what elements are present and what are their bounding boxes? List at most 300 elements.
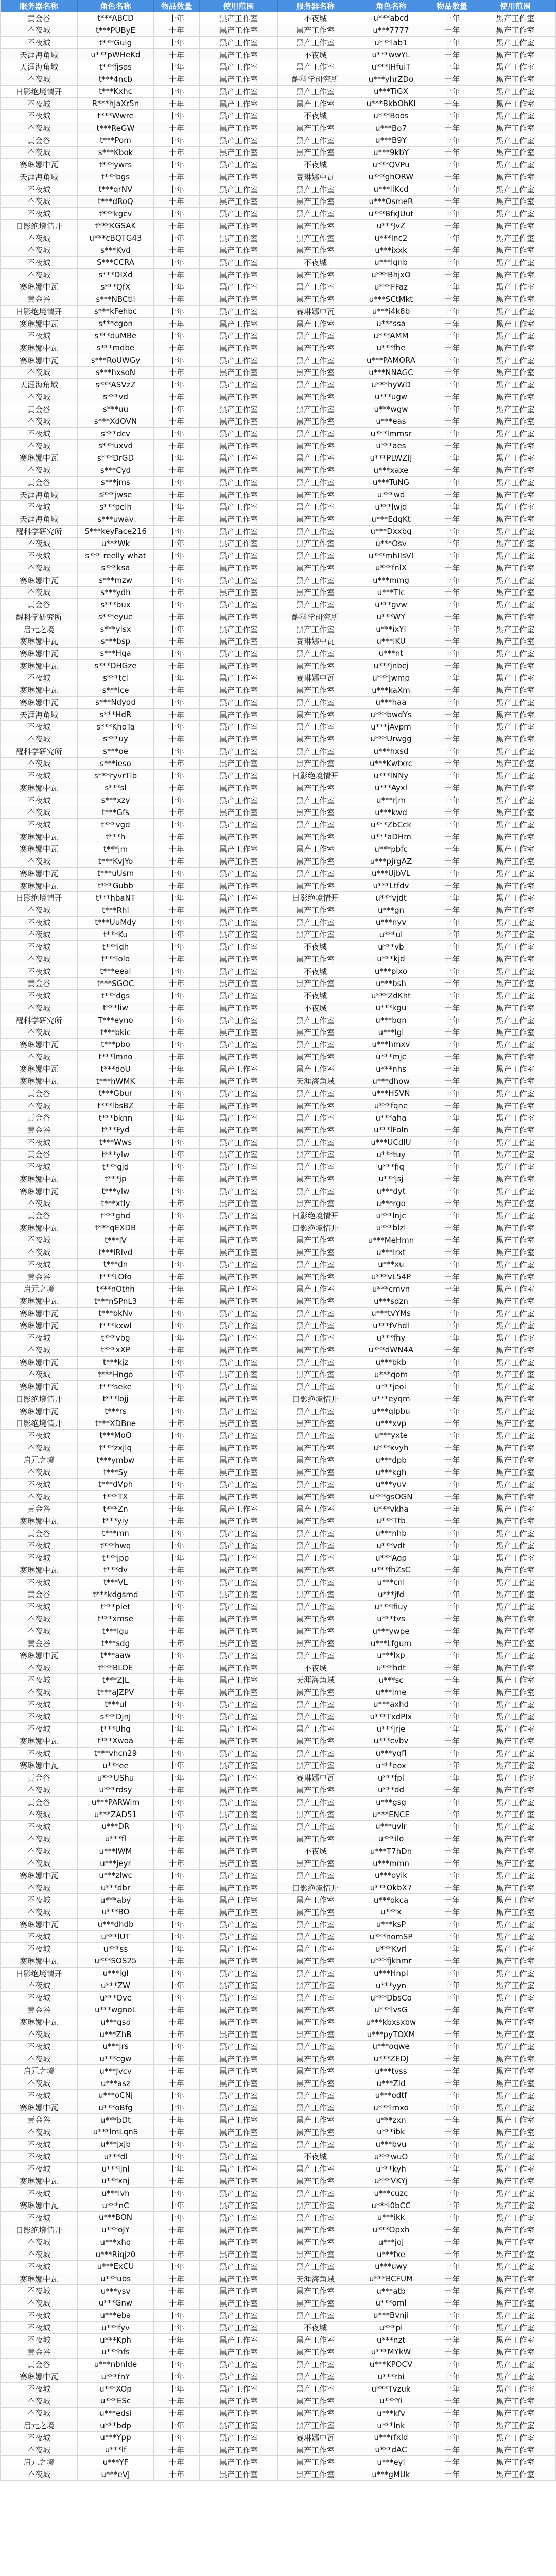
- table-cell: 十年: [429, 415, 475, 428]
- table-cell: 黄金谷: [0, 1088, 78, 1100]
- table-cell: t***gjd: [78, 1161, 154, 1173]
- table-cell: 不夜城: [0, 208, 78, 220]
- table-cell: 十年: [429, 2370, 475, 2383]
- table-cell: 十年: [429, 1124, 475, 1137]
- table-cell: 不夜城: [0, 2297, 78, 2310]
- table-cell: 十年: [154, 2102, 200, 2114]
- header-cell: 物品数量: [429, 0, 475, 12]
- table-cell: 黑产工作室: [475, 1381, 556, 1393]
- table-cell: 黑产工作室: [475, 2419, 556, 2432]
- table-cell: 十年: [154, 1442, 200, 1454]
- table-row: [0, 1845, 556, 1858]
- table-cell: 十年: [429, 1430, 475, 1442]
- table-cell: 黑产工作室: [200, 953, 278, 965]
- table-cell: 黑产工作室: [200, 965, 278, 978]
- table-cell: 黑产工作室: [278, 367, 353, 379]
- table-cell: 十年: [429, 2175, 475, 2188]
- table-cell: 十年: [154, 1637, 200, 1650]
- table-cell: 黑产工作室: [200, 929, 278, 941]
- table-cell: 十年: [429, 2224, 475, 2236]
- table-cell: 黑产工作室: [200, 208, 278, 220]
- table-cell: 黑产工作室: [278, 623, 353, 636]
- table-cell: 黑产工作室: [475, 1919, 556, 1931]
- table-cell: 不夜城: [0, 24, 78, 37]
- table-cell: u***Yi: [353, 2395, 429, 2408]
- table-cell: 十年: [429, 2408, 475, 2420]
- table-cell: u***hyWD: [353, 379, 429, 391]
- table-cell: u***lmLqnS: [78, 2126, 154, 2139]
- table-cell: 黑产工作室: [278, 2297, 353, 2310]
- table-cell: 十年: [154, 1454, 200, 1467]
- table-cell: 十年: [154, 37, 200, 49]
- table-cell: 黑产工作室: [475, 501, 556, 513]
- table-cell: 黑产工作室: [475, 1088, 556, 1100]
- table-cell: 十年: [429, 2248, 475, 2261]
- table-cell: s***eyue: [78, 611, 154, 623]
- table-cell: u***lvh: [78, 2188, 154, 2200]
- table-cell: u***joj: [353, 2236, 429, 2249]
- table-cell: 不夜城: [0, 1246, 78, 1259]
- table-cell: u***Opxh: [353, 2224, 429, 2236]
- table-cell: 醒科学研究所: [0, 611, 78, 623]
- table-cell: 黑产工作室: [475, 1674, 556, 1686]
- table-cell: 黑产工作室: [200, 550, 278, 562]
- table-cell: s***Hqa: [78, 648, 154, 660]
- table-cell: 黑产工作室: [200, 1039, 278, 1051]
- table-cell: 十年: [429, 1723, 475, 1735]
- table-cell: 不夜城: [278, 2151, 353, 2163]
- table-row: [0, 1088, 556, 1100]
- table-cell: 十年: [154, 1100, 200, 1112]
- table-cell: 日影绝境情开: [0, 1968, 78, 1980]
- table-cell: 十年: [154, 1137, 200, 1149]
- table-cell: u***jeoi: [353, 1381, 429, 1393]
- table-cell: 黑产工作室: [475, 1650, 556, 1662]
- table-row: [0, 1332, 556, 1344]
- table-cell: 十年: [429, 635, 475, 648]
- table-cell: 黑产工作室: [200, 1552, 278, 1564]
- table-cell: 黑产工作室: [278, 1283, 353, 1295]
- table-cell: 黑产工作室: [200, 2273, 278, 2285]
- table-cell: 黑产工作室: [278, 2419, 353, 2432]
- table-cell: 黑产工作室: [475, 526, 556, 538]
- table-cell: 不夜城: [0, 990, 78, 1002]
- table-cell: 十年: [154, 501, 200, 513]
- table-cell: 十年: [154, 880, 200, 892]
- table-cell: u***cmvn: [353, 1283, 429, 1295]
- table-cell: 黑产工作室: [278, 1894, 353, 1906]
- table-cell: 十年: [154, 1625, 200, 1638]
- table-cell: u***Gnw: [78, 2297, 154, 2310]
- table-cell: 十年: [429, 1014, 475, 1027]
- table-cell: 十年: [429, 2432, 475, 2444]
- table-cell: 十年: [429, 770, 475, 782]
- table-row: [0, 2359, 556, 2371]
- table-cell: 黑产工作室: [475, 2370, 556, 2383]
- table-cell: u***ZdKht: [353, 990, 429, 1002]
- table-row: [0, 1014, 556, 1027]
- table-cell: 十年: [429, 1454, 475, 1467]
- table-cell: 十年: [429, 1283, 475, 1295]
- table-cell: u***ZEDJ: [353, 2053, 429, 2065]
- table-cell: 黑产工作室: [475, 1797, 556, 1809]
- table-row: [0, 2028, 556, 2041]
- table-cell: u***lnjc: [353, 1210, 429, 1222]
- table-cell: 黑产工作室: [475, 611, 556, 623]
- table-cell: 十年: [154, 1344, 200, 1357]
- table-cell: 黑产工作室: [278, 2041, 353, 2053]
- table-cell: 黑产工作室: [475, 855, 556, 868]
- table-cell: 黑产工作室: [200, 12, 278, 25]
- table-cell: u***qom: [353, 1369, 429, 1381]
- table-cell: t***Gfs: [78, 806, 154, 819]
- table-cell: 十年: [429, 1088, 475, 1100]
- table-row: [0, 367, 556, 379]
- table-cell: 十年: [154, 1882, 200, 1894]
- table-row: [0, 183, 556, 196]
- table-cell: 十年: [154, 2395, 200, 2408]
- table-cell: 黑产工作室: [475, 1357, 556, 1369]
- table-cell: 黑产工作室: [475, 1161, 556, 1173]
- table-cell: 黑产工作室: [475, 1369, 556, 1381]
- table-cell: 黑产工作室: [475, 1137, 556, 1149]
- table-cell: 黑产工作室: [278, 1479, 353, 1491]
- table-cell: u***yhrZDo: [353, 73, 429, 86]
- table-cell: 黑产工作室: [278, 342, 353, 354]
- table-cell: u***vkha: [353, 1503, 429, 1515]
- table-cell: u***sc: [353, 1674, 429, 1686]
- table-row: [0, 623, 556, 636]
- table-cell: 黑产工作室: [278, 782, 353, 794]
- table-cell: 黑产工作室: [475, 1026, 556, 1039]
- table-cell: s***bux: [78, 599, 154, 611]
- table-cell: 十年: [154, 1405, 200, 1418]
- table-cell: 黑产工作室: [200, 782, 278, 794]
- table-cell: 黑产工作室: [278, 1784, 353, 1797]
- table-cell: 黑产工作室: [200, 1063, 278, 1076]
- table-row: [0, 794, 556, 807]
- table-cell: 黑产工作室: [200, 1906, 278, 1919]
- table-cell: u***KPOCV: [353, 2359, 429, 2371]
- table-cell: u***TxdPIx: [353, 1711, 429, 1723]
- table-cell: 十年: [429, 428, 475, 440]
- table-cell: 黑产工作室: [200, 1564, 278, 1577]
- table-cell: u***ZbCck: [353, 819, 429, 831]
- table-cell: 黑产工作室: [475, 1479, 556, 1491]
- table-cell: 十年: [154, 1601, 200, 1613]
- table-cell: 黑产工作室: [278, 1552, 353, 1564]
- table-cell: 赛琳娜中瓦: [0, 697, 78, 709]
- table-row: [0, 501, 556, 513]
- table-cell: 黑产工作室: [278, 697, 353, 709]
- table-cell: 黑产工作室: [200, 2370, 278, 2383]
- header-cell: 角色名称: [78, 0, 154, 12]
- table-row: [0, 1100, 556, 1112]
- table-cell: 不夜城: [278, 110, 353, 122]
- table-cell: 十年: [429, 611, 475, 623]
- table-cell: u***i4k8b: [353, 306, 429, 318]
- table-cell: 黑产工作室: [278, 929, 353, 941]
- table-cell: u***kfv: [353, 2408, 429, 2420]
- table-cell: 黑产工作室: [278, 244, 353, 257]
- table-cell: u***gsOGN: [353, 1491, 429, 1503]
- table-cell: 十年: [154, 403, 200, 416]
- table-cell: 黑产工作室: [278, 1442, 353, 1454]
- table-row: [0, 147, 556, 159]
- table-row: [0, 1197, 556, 1210]
- table-cell: u***lgl: [353, 1026, 429, 1039]
- table-cell: 黑产工作室: [200, 892, 278, 904]
- table-row: [0, 1051, 556, 1063]
- table-cell: u***rdsy: [78, 1784, 154, 1797]
- table-cell: s***mzw: [78, 574, 154, 587]
- table-cell: 不夜城: [0, 1613, 78, 1625]
- table-cell: 赛琳娜中瓦: [0, 2199, 78, 2212]
- table-cell: 黑产工作室: [475, 196, 556, 208]
- table-row: [0, 611, 556, 623]
- table-cell: 醒科学研究所: [0, 745, 78, 758]
- table-cell: 黑产工作室: [475, 1234, 556, 1247]
- table-cell: t***vbg: [78, 1332, 154, 1344]
- table-cell: 十年: [429, 1711, 475, 1723]
- table-cell: 黑产工作室: [475, 244, 556, 257]
- table-cell: s***ryvrTlb: [78, 770, 154, 782]
- table-cell: 黑产工作室: [278, 550, 353, 562]
- table-cell: 黑产工作室: [200, 1857, 278, 1870]
- table-cell: 黑产工作室: [475, 2346, 556, 2359]
- table-cell: 十年: [429, 1857, 475, 1870]
- table-cell: u***kwd: [353, 806, 429, 819]
- table-cell: 黑产工作室: [200, 220, 278, 232]
- table-row: [0, 134, 556, 147]
- table-cell: 黑产工作室: [278, 147, 353, 159]
- table-cell: 十年: [429, 1882, 475, 1894]
- table-cell: 赛琳娜中瓦: [0, 2175, 78, 2188]
- table-cell: 黑产工作室: [278, 1735, 353, 1748]
- table-cell: 不夜城: [0, 2139, 78, 2151]
- table-cell: 黑产工作室: [475, 1430, 556, 1442]
- table-cell: 黑产工作室: [475, 2041, 556, 2053]
- table-cell: t***uUsm: [78, 868, 154, 880]
- table-cell: 十年: [154, 1283, 200, 1295]
- table-cell: 十年: [429, 1931, 475, 1943]
- table-cell: 黑产工作室: [475, 1857, 556, 1870]
- table-cell: 黑产工作室: [278, 1588, 353, 1601]
- table-cell: s***mdbe: [78, 342, 154, 354]
- table-cell: 十年: [154, 147, 200, 159]
- table-cell: 十年: [429, 1821, 475, 1833]
- table-cell: 十年: [429, 1149, 475, 1161]
- table-cell: u***lab1: [353, 37, 429, 49]
- table-cell: u***lf: [78, 2444, 154, 2456]
- table-row: [0, 1674, 556, 1686]
- table-cell: 黑产工作室: [278, 196, 353, 208]
- table-cell: 十年: [154, 86, 200, 98]
- table-cell: 十年: [154, 452, 200, 465]
- table-cell: t***qEXDB: [78, 1222, 154, 1234]
- table-cell: 不夜城: [0, 1845, 78, 1858]
- table-cell: 赛琳娜中瓦: [0, 868, 78, 880]
- table-row: [0, 379, 556, 391]
- table-cell: 黑产工作室: [475, 697, 556, 709]
- table-cell: 黑产工作室: [475, 1564, 556, 1577]
- table-cell: u***nC: [78, 2199, 154, 2212]
- table-cell: 黑产工作室: [200, 611, 278, 623]
- table-cell: 十年: [429, 1442, 475, 1454]
- table-cell: 黑产工作室: [278, 2236, 353, 2249]
- table-cell: 十年: [154, 2297, 200, 2310]
- table-row: [0, 965, 556, 978]
- table-cell: 十年: [429, 1491, 475, 1503]
- table-cell: 黑产工作室: [475, 1466, 556, 1479]
- table-cell: 不夜城: [0, 733, 78, 745]
- table-row: [0, 2444, 556, 2456]
- table-cell: 黑产工作室: [475, 1100, 556, 1112]
- table-cell: t***hwq: [78, 1540, 154, 1552]
- table-cell: 不夜城: [0, 1100, 78, 1112]
- table-row: [0, 2151, 556, 2163]
- table-cell: 黑产工作室: [200, 2248, 278, 2261]
- table-cell: 十年: [429, 2090, 475, 2102]
- table-row: [0, 1968, 556, 1980]
- table-cell: t***ZJL: [78, 1674, 154, 1686]
- table-cell: 十年: [429, 758, 475, 770]
- table-row: [0, 269, 556, 281]
- table-cell: 十年: [154, 1943, 200, 1955]
- table-row: [0, 440, 556, 452]
- table-cell: t***doU: [78, 1063, 154, 1076]
- table-cell: 黑产工作室: [200, 2090, 278, 2102]
- table-row: [0, 978, 556, 990]
- table-cell: t***ghd: [78, 1210, 154, 1222]
- table-row: [0, 1662, 556, 1674]
- table-cell: 黄金谷: [0, 1797, 78, 1809]
- table-cell: u***lvsG: [353, 2004, 429, 2016]
- table-cell: 黑产工作室: [200, 758, 278, 770]
- table-row: [0, 208, 556, 220]
- table-cell: 黑产工作室: [475, 2383, 556, 2395]
- table-cell: 赛琳娜中瓦: [0, 635, 78, 648]
- table-cell: 十年: [154, 648, 200, 660]
- table-cell: S***keyFace216: [78, 526, 154, 538]
- table-cell: 黑产工作室: [200, 1931, 278, 1943]
- table-cell: 十年: [154, 1760, 200, 1772]
- table-row: [0, 1295, 556, 1308]
- table-cell: 十年: [429, 1259, 475, 1271]
- table-cell: 十年: [429, 2273, 475, 2285]
- table-row: [0, 1906, 556, 1919]
- table-cell: 十年: [429, 623, 475, 636]
- table-cell: u***Jwmp: [353, 672, 429, 685]
- table-cell: 黑产工作室: [200, 2175, 278, 2188]
- table-cell: 启元之境: [0, 2419, 78, 2432]
- table-cell: 黑产工作室: [200, 452, 278, 465]
- table-cell: 十年: [154, 208, 200, 220]
- table-cell: 黑产工作室: [200, 1491, 278, 1503]
- table-cell: 黑产工作室: [200, 464, 278, 477]
- table-cell: 十年: [154, 868, 200, 880]
- table-cell: u***kyh: [353, 2163, 429, 2175]
- table-cell: 黄金谷: [0, 978, 78, 990]
- table-cell: 十年: [429, 257, 475, 269]
- table-cell: u***oml: [353, 2297, 429, 2310]
- table-cell: 黑产工作室: [475, 49, 556, 61]
- table-cell: 十年: [154, 2261, 200, 2273]
- table-cell: 不夜城: [0, 806, 78, 819]
- table-cell: 黑产工作室: [278, 1760, 353, 1772]
- table-cell: u***fVhdl: [353, 1320, 429, 1332]
- table-cell: 黑产工作室: [200, 1528, 278, 1540]
- table-cell: 黄金谷: [0, 1149, 78, 1161]
- table-cell: s***jms: [78, 477, 154, 489]
- table-cell: 黑产工作室: [200, 428, 278, 440]
- table-cell: 黑产工作室: [278, 134, 353, 147]
- table-cell: 黑产工作室: [200, 1723, 278, 1735]
- table-cell: 黑产工作室: [278, 2175, 353, 2188]
- table-cell: 醒科学研究所: [278, 611, 353, 623]
- table-cell: 黑产工作室: [475, 1283, 556, 1295]
- table-cell: 黑产工作室: [278, 2077, 353, 2090]
- table-cell: 黑产工作室: [200, 1161, 278, 1173]
- table-cell: 不夜城: [0, 1601, 78, 1613]
- table-cell: 黑产工作室: [475, 1637, 556, 1650]
- table-cell: s***bsp: [78, 635, 154, 648]
- table-cell: 黑产工作室: [200, 1808, 278, 1821]
- table-cell: 赛琳娜中瓦: [0, 2370, 78, 2383]
- table-cell: 不夜城: [0, 440, 78, 452]
- table-cell: 赛琳娜中瓦: [278, 2432, 353, 2444]
- table-cell: 黑产工作室: [200, 868, 278, 880]
- table-cell: 不夜城: [0, 929, 78, 941]
- table-row: [0, 73, 556, 86]
- table-cell: 十年: [154, 1466, 200, 1479]
- table-row: [0, 635, 556, 648]
- table-cell: s***Cyd: [78, 464, 154, 477]
- table-cell: 十年: [429, 880, 475, 892]
- table-cell: t***bkNv: [78, 1308, 154, 1320]
- table-cell: 十年: [429, 2285, 475, 2297]
- table-cell: 不夜城: [0, 1197, 78, 1210]
- table-cell: u***lmmsr: [353, 428, 429, 440]
- table-cell: 黑产工作室: [278, 2346, 353, 2359]
- table-cell: s***dcv: [78, 428, 154, 440]
- table-row: [0, 1601, 556, 1613]
- table-cell: 不夜城: [0, 110, 78, 122]
- table-cell: 黑产工作室: [278, 1051, 353, 1063]
- table-cell: 黑产工作室: [200, 244, 278, 257]
- table-cell: 黑产工作室: [200, 1968, 278, 1980]
- table-cell: 黑产工作室: [278, 1857, 353, 1870]
- table-cell: 十年: [429, 538, 475, 550]
- table-cell: 黑产工作室: [278, 1357, 353, 1369]
- table-row: [0, 1381, 556, 1393]
- table-cell: 黑产工作室: [475, 220, 556, 232]
- table-row: [0, 1552, 556, 1564]
- table-cell: 黑产工作室: [278, 2456, 353, 2468]
- table-cell: 赛琳娜中瓦: [0, 1760, 78, 1772]
- table-cell: 十年: [154, 1308, 200, 1320]
- table-cell: u***HnpI: [353, 1968, 429, 1980]
- table-cell: 十年: [154, 281, 200, 294]
- table-cell: 不夜城: [0, 2126, 78, 2139]
- table-cell: 十年: [429, 281, 475, 294]
- table-cell: 十年: [429, 2212, 475, 2224]
- table-cell: u***fhe: [353, 342, 429, 354]
- table-cell: 醒科学研究所: [0, 526, 78, 538]
- table-cell: 十年: [429, 1112, 475, 1124]
- table-row: [0, 1283, 556, 1295]
- table-cell: u***vL54P: [353, 1271, 429, 1283]
